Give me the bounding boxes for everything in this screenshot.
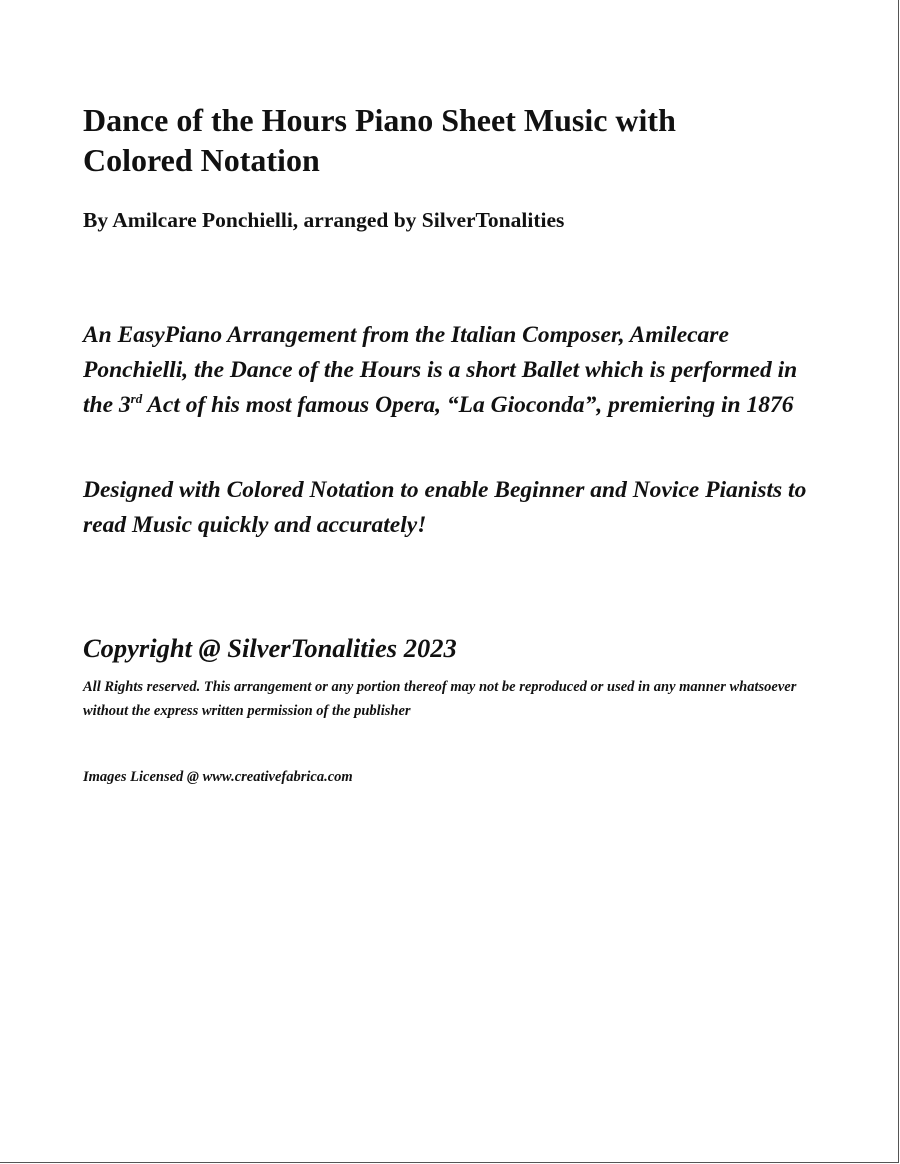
- arrangement-description: [83, 318, 823, 423]
- rights-statement: All Rights reserved. This arrangement or any portion thereof may not be reproduced or used in any manner whatsoever without the express written permission of the publisher: [83, 679, 797, 719]
- image-license-notice: Images Licensed @ www.creativefabrica.com: [83, 769, 353, 785]
- notation-tagline: Designed with Colored Notation to enable Beginner and Novice Pianists to read Music quickly and accurately!: [83, 477, 807, 538]
- author-byline: By Amilcare Ponchielli, arranged by SilverTonalities: [83, 208, 565, 232]
- document-title: Dance of the Hours Piano Sheet Music with Colored Notation: [83, 102, 676, 178]
- description-text-end: Act of his most famous Opera, “La Gioconda”, premiering in 1876: [142, 392, 794, 418]
- ordinal-superscript: rd: [130, 391, 143, 407]
- copyright-notice: Copyright @ SilverTonalities 2023: [83, 633, 457, 663]
- document-content: [83, 100, 843, 789]
- description-text-start: An EasyPiano Arrangement from the Italian Composer, Amilecare Ponchielli, the Dance of the Hours is a short Ballet which is performed in the 3: [83, 322, 798, 418]
